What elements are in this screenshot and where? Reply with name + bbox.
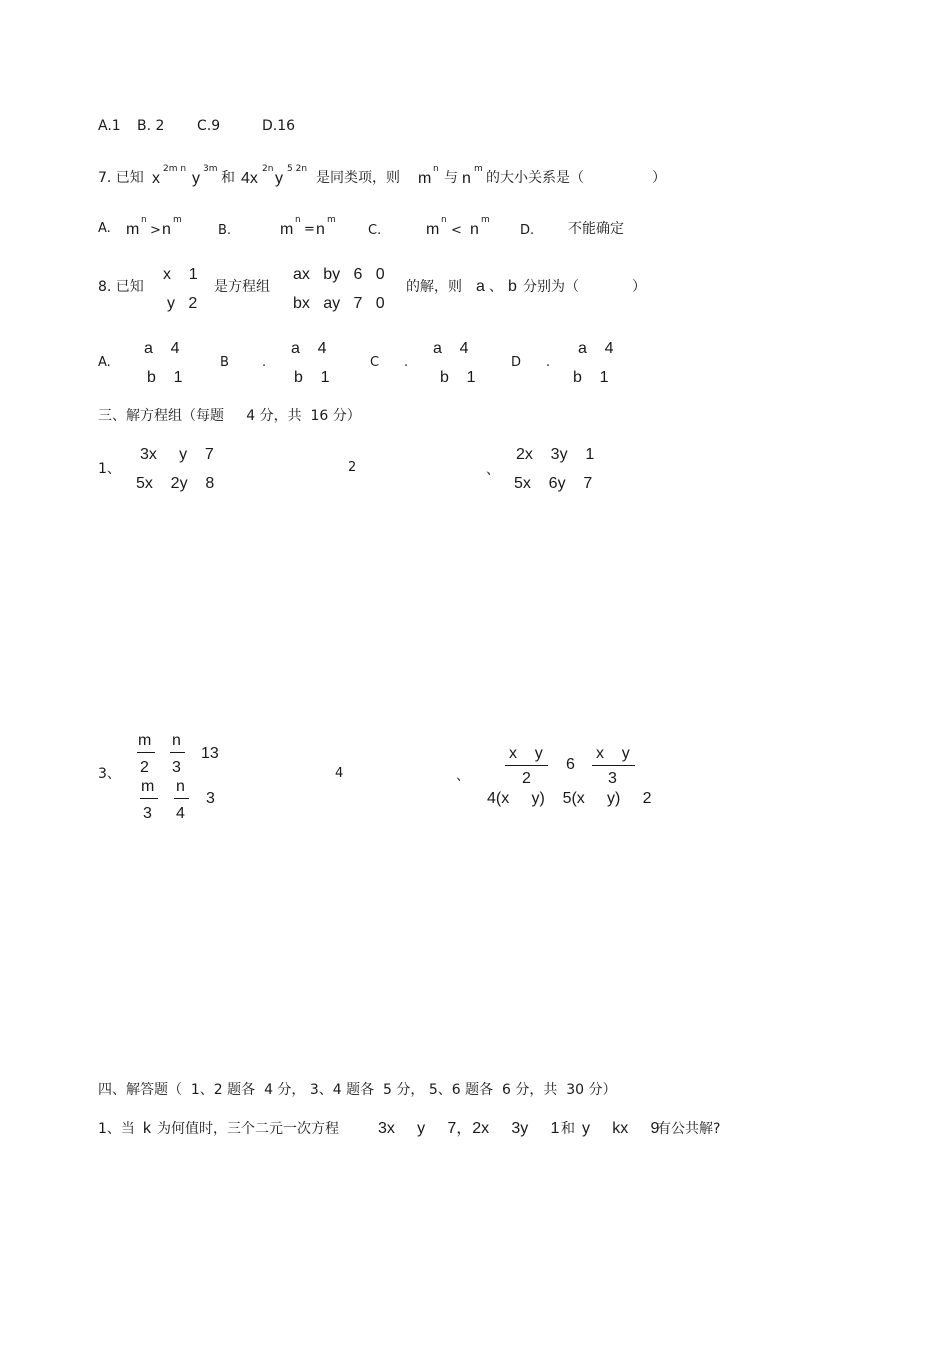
problem-3-frac3-num: m [141,778,155,795]
q7-option-a-rhs: n [162,221,171,238]
section-4-q1-prefix: 1、当 [98,1121,135,1137]
problem-3-frac2-bar [170,752,185,753]
q7-y2: y [275,170,283,187]
q7-option-a-lhs: m [126,221,140,238]
q7-n: n [462,170,471,187]
problem-1-eq1: 3x y 7 [140,446,214,463]
section-4-q1-mid: 为何值时，三个二元一次方程 [157,1121,339,1137]
q6-option-a: A.1 [98,118,121,134]
q8-is-system: 是方程组 [214,279,270,295]
q8-option-a-label: A. [98,355,111,370]
q7-option-b-rhs: n [316,221,325,238]
section-4-q1-equations: 3x y 7，2x 3y 1 [378,1120,560,1137]
q7-and: 和 [221,170,235,186]
q7-y-exponent: 3m [203,164,218,174]
q8-separator: 、 [489,279,503,295]
section-4-q1-suffix: 有公共解? [657,1121,721,1137]
q8-system-eq1: ax by 6 0 [293,266,385,283]
q8-option-d-top: a 4 [578,340,614,357]
q8-prefix: 8. 已知 [98,279,144,295]
problem-4-frac2-bar [592,765,635,766]
q7-option-c-op: < [451,223,462,238]
q8-option-d-dot: . [546,355,551,370]
q7-mid: 是同类项，则 [316,170,400,186]
q7-option-c-label: C. [368,223,382,238]
q7-option-b-op: = [304,222,315,237]
section-4-q1-k: k [143,1120,151,1137]
section-4-heading: 四、解答题（ 1、2 题各 4 分， 3、4 题各 5 分， 5、6 题各 6 分，共 30 分） [98,1082,617,1098]
q8-option-b-dot: . [262,355,267,370]
problem-3-frac2-den: 3 [172,759,181,776]
q8-option-c-bottom: b 1 [440,369,476,386]
problem-3-frac1-den: 2 [140,759,149,776]
q7-n-exponent: m [474,164,483,174]
q7-suffix: 的大小关系是（ [486,170,584,186]
section-3-heading: 三、解方程组（每题 4 分，共 16 分） [98,408,361,424]
q8-option-c-dot: . [404,355,409,370]
problem-3-frac4-den: 4 [176,805,185,822]
problem-4-separator: 、 [456,768,470,784]
q7-close-paren: ） [652,170,666,186]
section-4-q1-and: 和 [561,1121,575,1137]
section-4-q1-equation-3: y kx 9 [582,1120,660,1137]
problem-4-frac2-den: 3 [608,770,617,787]
problem-3-frac1-bar [137,752,155,753]
problem-3-frac3-den: 3 [143,805,152,822]
q7-m-exponent: n [433,164,439,174]
q8-option-b-label: B [220,355,229,370]
problem-3-frac4-num: n [176,778,185,795]
problem-3-frac1-num: m [138,732,152,749]
q7-x: x [152,170,160,187]
q7-option-c-lhs-exp: n [441,215,447,225]
q7-option-c-lhs: m [426,221,440,238]
problem-3-frac4-bar [174,798,189,799]
q7-option-a-lhs-exp: n [141,215,147,225]
problem-3-rhs1: 13 [201,745,219,762]
q8-option-a-top: a 4 [144,340,180,357]
q8-option-b-bottom: b 1 [294,369,330,386]
q7-y: y [192,170,200,187]
q8-close-paren: ） [632,279,646,295]
problem-2-eq1: 2x 3y 1 [516,446,595,463]
q7-option-b-label: B. [218,223,232,238]
q7-option-d-text: 不能确定 [568,221,624,237]
problem-1-eq2: 5x 2y 8 [136,475,215,492]
q8-var-a: a [476,278,485,295]
q7-option-b-lhs: m [280,221,294,238]
q7-x2-exponent: 2n [262,164,274,174]
q7-prefix: 7. 已知 [98,170,144,186]
q7-option-a-label: A. [98,221,111,236]
q8-option-a-bottom: b 1 [147,369,183,386]
problem-2-eq2: 5x 6y 7 [514,475,593,492]
problem-3-rhs2: 3 [206,790,215,807]
q7-yu: 与 [444,170,458,186]
q7-option-a-op: > [150,223,161,238]
q7-y2-exponent: 5 2n [287,164,308,174]
q8-option-d-label: D [511,355,522,370]
q7-m: m [418,170,432,187]
q7-x-exponent: 2m n [163,164,187,174]
problem-3-frac2-num: n [172,732,181,749]
q7-option-b-rhs-exp: m [327,215,336,225]
problem-4-label: 4 [335,766,344,781]
q7-coef: 4x [241,170,258,187]
q8-system-eq2: bx ay 7 0 [293,295,385,312]
q7-option-c-rhs: n [470,221,479,238]
q6-option-c: C.9 [197,118,221,134]
problem-4-eq2: 4(x y) 5(x y) 2 [487,790,652,807]
q8-ask: 分别为（ [523,279,579,295]
q8-solution-y: y 2 [167,295,198,312]
problem-4-frac2-num: x y [596,745,630,762]
problem-4-frac1-bar [505,765,548,766]
q7-option-a-rhs-exp: m [173,215,182,225]
problem-1-label: 1、 [98,461,121,477]
q8-option-c-label: C [370,355,380,370]
problem-4-frac1-num: x y [509,745,543,762]
q6-option-d: D.16 [262,118,296,134]
q7-option-c-rhs-exp: m [481,215,490,225]
q6-option-b: B. 2 [137,118,165,134]
problem-2-label: 2 [348,460,357,475]
problem-4-mid: 6 [566,756,575,773]
problem-3-frac3-bar [140,798,158,799]
q8-option-b-top: a 4 [291,340,327,357]
q8-option-d-bottom: b 1 [573,369,609,386]
problem-3-label: 3、 [98,766,121,782]
problem-4-frac1-den: 2 [522,770,531,787]
q8-option-c-top: a 4 [433,340,469,357]
problem-2-separator: 、 [486,462,500,478]
q8-suffix: 的解，则 [406,279,462,295]
q7-option-d-label: D. [520,223,535,238]
q8-solution-x: x 1 [163,266,198,283]
q8-var-b: b [508,278,517,295]
q7-option-b-lhs-exp: n [295,215,301,225]
